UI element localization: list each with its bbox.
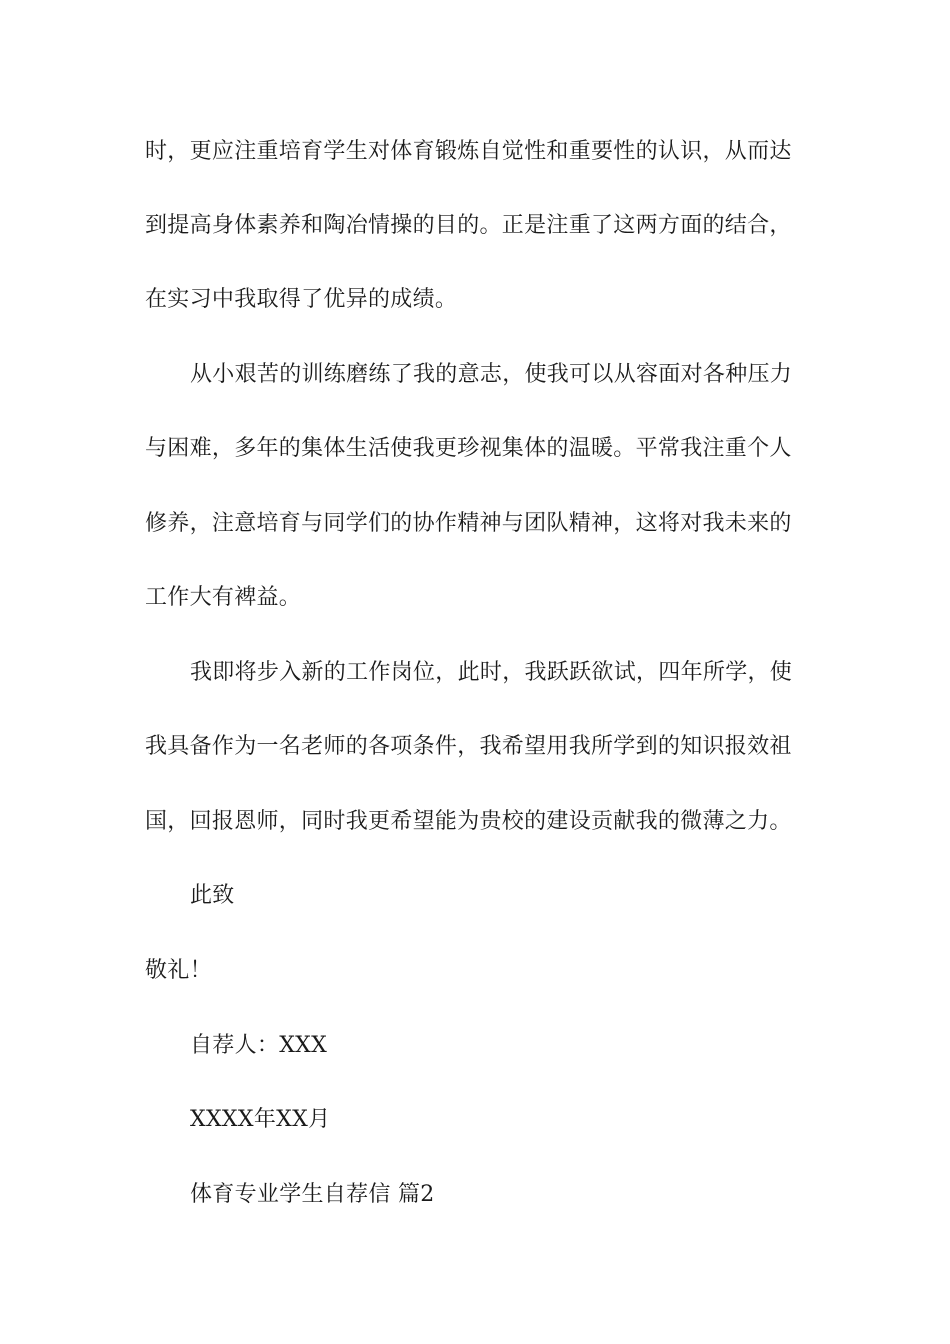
paragraph-line: 与困难，多年的集体生活使我更珍视集体的温暖。平常我注重个人 bbox=[145, 436, 792, 461]
date-line: XXXX年XX月 bbox=[190, 1107, 331, 1132]
paragraph-line: 我具备作为一名老师的各项条件，我希望用我所学到的知识报效祖 bbox=[145, 734, 792, 759]
paragraph-line: 时，更应注重培育学生对体育锻炼自觉性和重要性的认识，从而达 bbox=[145, 139, 792, 164]
paragraph-line: 到提高身体素养和陶冶情操的目的。正是注重了这两方面的结合， bbox=[145, 213, 792, 238]
signature-line: 自荐人：XXX bbox=[190, 1033, 328, 1058]
closing-salutation: 此致 bbox=[190, 883, 235, 908]
closing-regards: 敬礼！ bbox=[145, 958, 212, 983]
section-heading: 体育专业学生自荐信 篇2 bbox=[190, 1182, 435, 1207]
paragraph-line: 修养，注意培育与同学们的协作精神与团队精神，这将对我未来的 bbox=[145, 511, 792, 536]
paragraph-line: 从小艰苦的训练磨练了我的意志，使我可以从容面对各种压力 bbox=[190, 362, 793, 387]
paragraph-line: 我即将步入新的工作岗位，此时，我跃跃欲试，四年所学，使 bbox=[190, 660, 793, 685]
paragraph-line: 国，回报恩师，同时我更希望能为贵校的建设贡献我的微薄之力。 bbox=[145, 809, 792, 834]
paragraph-line: 工作大有裨益。 bbox=[145, 585, 302, 610]
paragraph-line: 在实习中我取得了优异的成绩。 bbox=[145, 287, 458, 312]
